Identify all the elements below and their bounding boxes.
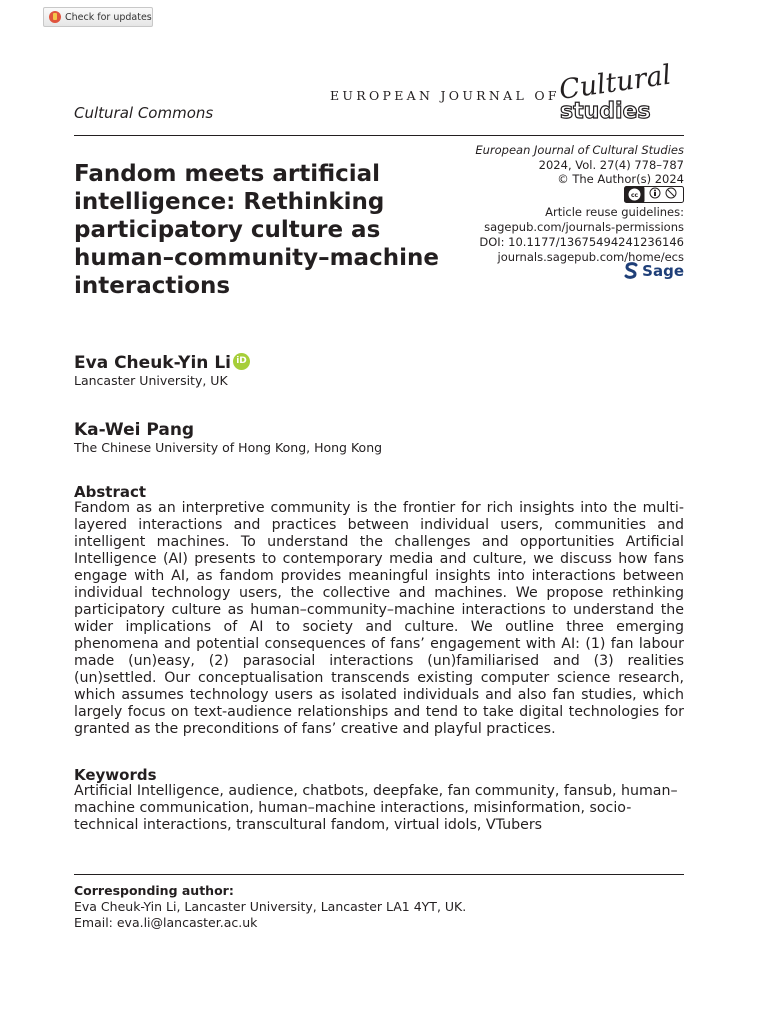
abstract-text: Fandom as an interpretive community is the frontier for rich insights into the multi-layered interactions and practices between individual users, communities and intelligent machines. To understand the challenges and opportunities Artificial Intelligence (AI) presents to contemporary media and culture, we discuss how fans engage with AI, as fandom provides meaningful insights into interactions between individual technology users, the collective and machines. We propose rethinking participatory culture as human–community–machine interactions to understand the wider implications of AI to society and culture. We outline three emerging phenomena and potential consequences of fans’ engagement with AI: (1) fan labour made (un)easy, (2) parasocial interactions (un)familiarised and (3) realities (un)settled. Our conceptualisation transcends existing computer science research, which assumes technology users as isolated individuals and also fan studies, which largely focus on text-audience relationships and tend to take digital technologies for granted as the preconditions of fans’ creative and playful practices.	[74, 500, 684, 737]
journal-masthead-text: EUROPEAN JOURNAL OF	[330, 88, 560, 103]
author-block-1	[74, 353, 250, 388]
publisher-name: Sage	[642, 262, 684, 280]
journal-logo	[556, 62, 686, 126]
author-affiliation: The Chinese University of Hong Kong, Hong Kong	[74, 440, 383, 455]
publisher-logo	[624, 262, 684, 280]
section-label: Cultural Commons	[74, 104, 214, 122]
corresponding-label: Corresponding author:	[74, 883, 234, 898]
author-name: Eva Cheuk-Yin Li	[74, 353, 231, 373]
footer-divider	[74, 874, 684, 875]
author-affiliation: Lancaster University, UK	[74, 373, 228, 388]
author-name: Ka-Wei Pang	[74, 420, 195, 440]
copyright: © The Author(s) 2024	[557, 172, 684, 186]
doi[interactable]: DOI: 10.1177/13675494241236146	[479, 235, 684, 249]
orcid-icon[interactable]: iD	[233, 353, 250, 370]
bookmark-icon	[49, 11, 61, 23]
svg-text:Cultural: Cultural	[557, 62, 674, 106]
abstract-heading: Abstract	[74, 483, 147, 501]
keywords-text: Artificial Intelligence, audience, chatbots, deepfake, fan community, fansub, human–machine communication, human–machine interactions, misinformation, socio-technical interactions, transcultural fandom, virtual idols, VTubers	[74, 783, 678, 833]
volume-info: 2024, Vol. 27(4) 778–787	[538, 157, 684, 172]
corresponding-author-block	[74, 883, 466, 931]
corresponding-address: Eva Cheuk-Yin Li, Lancaster University, Lancaster LA1 4YT, UK.	[74, 899, 467, 914]
check-for-updates-label: Check for updates	[65, 11, 152, 23]
sage-s-icon	[624, 262, 638, 280]
article-title: Fandom meets artificial intelligence: Rethinking participatory culture as human–community–machine interactions	[74, 161, 439, 299]
reuse-metadata	[454, 205, 684, 265]
journal-name: European Journal of Cultural Studies	[475, 143, 684, 157]
author-block-2	[74, 420, 382, 455]
check-for-updates-button[interactable]	[43, 7, 153, 27]
journal-homepage-link[interactable]: journals.sagepub.com/home/ecs	[497, 250, 684, 264]
svg-text:cc: cc	[630, 192, 639, 199]
reuse-guidelines: Article reuse guidelines:	[545, 205, 684, 219]
cc-license-icon[interactable]	[624, 186, 684, 207]
svg-text:studies: studies	[560, 99, 651, 122]
journal-metadata	[454, 143, 684, 187]
corresponding-email[interactable]: Email: eva.li@lancaster.ac.uk	[74, 915, 258, 930]
top-divider	[74, 135, 684, 136]
keywords-heading: Keywords	[74, 766, 157, 784]
permissions-link[interactable]: sagepub.com/journals-permissions	[484, 220, 684, 234]
